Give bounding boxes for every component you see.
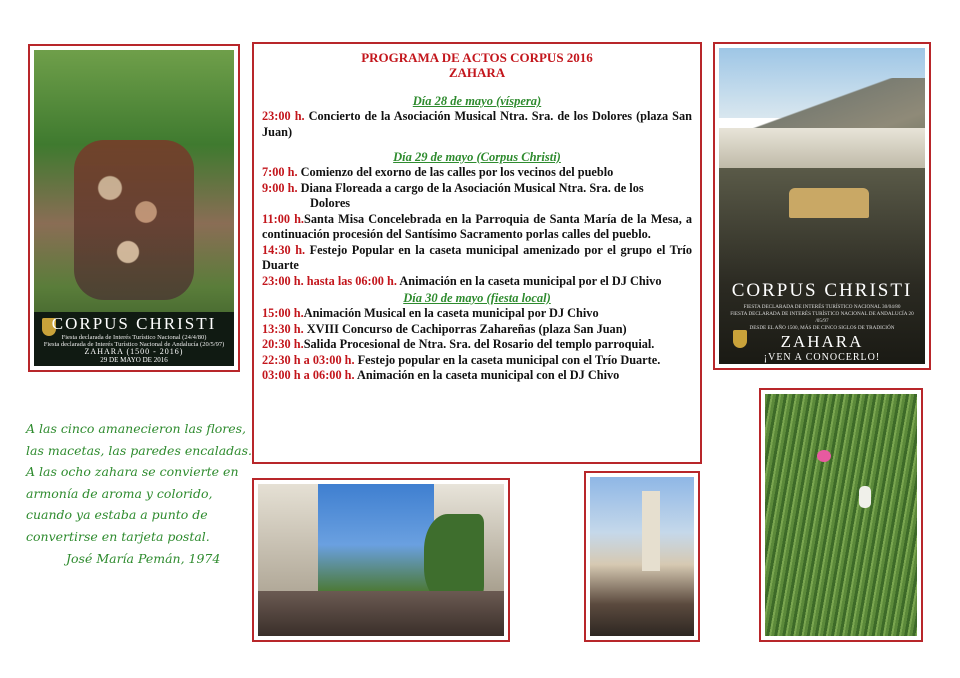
- event-time: 14:30 h.: [262, 242, 306, 257]
- event-text: Salida Procesional de Ntra. Sra. del Rosario del templo parroquial.: [303, 337, 655, 351]
- day-heading: Día 28 de mayo (víspera): [412, 94, 542, 108]
- program-town: ZAHARA: [448, 65, 506, 80]
- photo-street-procession: [252, 478, 510, 642]
- poster-right-slogan: ¡VEN A CONOCERLO!: [763, 352, 881, 363]
- event: [262, 353, 692, 369]
- poem-line: armonía de aroma y colorido,: [26, 485, 213, 501]
- poem-author: José María Pemán, 1974: [66, 550, 221, 566]
- event-text: Concierto de la Asociación Musical Ntra. Sra. de los Dolores (plaza San Juan): [262, 109, 693, 139]
- event-time: 23:00 h. hasta las 06:00 h.: [262, 273, 397, 288]
- event-text: Festejo popular en la caseta municipal con el Trío Duarte.: [354, 352, 661, 367]
- poster-right-title: CORPUS CHRISTI: [731, 280, 913, 301]
- poster-left-date: 29 DE MAYO DE 2016: [100, 356, 168, 364]
- day-heading: Día 29 de mayo (Corpus Christi): [393, 150, 561, 164]
- event-time: 15:00 h.: [262, 306, 304, 320]
- poem-line: A las cinco amanecieron las flores,: [26, 421, 246, 436]
- canopy-image: [789, 188, 869, 218]
- poem-line: cuando ya estaba a punto de: [26, 507, 208, 523]
- poster-right-town: ZAHARA: [780, 332, 864, 351]
- event: [262, 243, 692, 274]
- event-time: 22:30 h a 03:00 h.: [262, 352, 355, 367]
- poster-left-sub1: Fiesta declarada de Interés Turístico Nacional (24/4/80): [61, 334, 207, 341]
- event-text: Animación Musical en la caseta municipal por DJ Chivo: [303, 306, 599, 320]
- event-time: 11:00 h.: [262, 211, 305, 226]
- poster-right: [713, 42, 931, 370]
- day-heading: Día 30 de mayo (fiesta local): [403, 291, 551, 305]
- event: [262, 181, 692, 212]
- poster-right-sub1: FIESTA DECLARADA DE INTERÉS TURÍSTICO NACIONAL 30/04/80: [743, 304, 901, 310]
- event: [262, 306, 692, 322]
- program-box: [252, 42, 702, 464]
- event-text: Animación en la caseta municipal por el DJ Chivo: [396, 273, 662, 288]
- event-text-cont: Dolores: [310, 196, 351, 210]
- poster-left: [28, 44, 240, 372]
- event-time: 7:00 h.: [262, 165, 298, 179]
- event-time: 20:30 h.: [262, 337, 304, 351]
- event: [262, 109, 692, 140]
- event-text: Santa Misa Concelebrada en la Parroquia de Santa María de la Mesa, a continuación procesión del Santísimo Sacramento porlas calles del pueblo.: [262, 211, 693, 241]
- poster-right-sub2: FIESTA DECLARADA DE INTERÉS TURÍSTICO NACIONAL DE ANDALUCÍA 20 /05/97: [730, 311, 914, 324]
- poem-line: A las ocho zahara se convierte en: [26, 464, 239, 480]
- poster-left-years: ZAHARA (1500 - 2016): [84, 347, 184, 356]
- event: [262, 212, 692, 243]
- event: [262, 337, 692, 353]
- event-text: Festejo Popular en la caseta municipal amenizado por el grupo el Trío Duarte: [262, 242, 692, 272]
- photo-green-branches: [759, 388, 923, 642]
- event-text: Diana Floreada a cargo de la Asociación Musical Ntra. Sra. de los: [297, 180, 644, 195]
- event: [262, 165, 692, 181]
- event-text: Animación en la caseta municipal con el DJ Chivo: [354, 368, 620, 382]
- event-time: 23:00 h.: [262, 109, 305, 123]
- event: [262, 274, 692, 290]
- poem: [26, 418, 256, 569]
- poster-right-sub3: DESDE EL AÑO 1500, MÁS DE CINCO SIGLOS DE TRADICIÓN: [749, 325, 895, 331]
- poster-left-sub2: Fiesta declarada de Interés Turístico Nacional de Andalucía (20/5/97): [43, 341, 225, 348]
- poem-line: las macetas, las paredes encaladas.: [26, 442, 253, 458]
- event-time: 9:00 h.: [262, 180, 298, 195]
- poem-line: convertirse en tarjeta postal.: [26, 528, 210, 544]
- photo-church-square: [584, 471, 700, 642]
- event: [262, 368, 692, 384]
- event: [262, 322, 692, 338]
- event-text: XVIII Concurso de Cachiporras Zahareñas (plaza San Juan): [303, 321, 627, 336]
- program-title: PROGRAMA DE ACTOS CORPUS 2016: [361, 50, 593, 65]
- event-time: 13:30 h.: [262, 321, 304, 336]
- event-time: 03:00 h a 06:00 h.: [262, 368, 355, 382]
- event-text: Comienzo del exorno de las calles por los vecinos del pueblo: [297, 165, 614, 179]
- poster-left-title: CORPUS CHRISTI: [51, 314, 217, 333]
